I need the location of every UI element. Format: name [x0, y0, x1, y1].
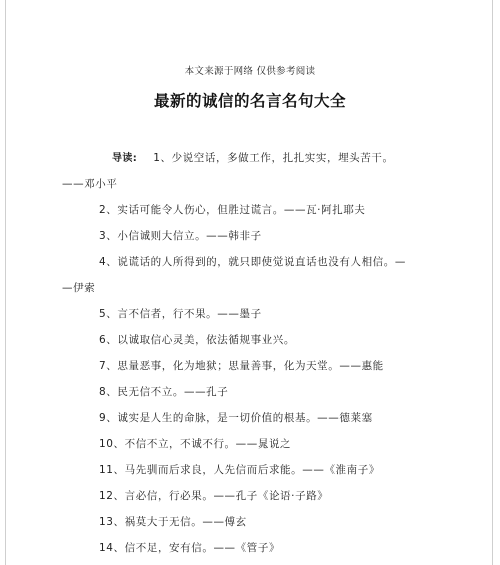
- document-title: 最新的诚信的名言名句大全: [153, 91, 346, 110]
- quote-3: 3、小信诚则大信立。——韩非子: [99, 230, 262, 242]
- quote-7: 7、思量恶事，化为地狱；思量善事，化为天堂。——惠能: [99, 360, 384, 372]
- quote-11: 11、马先驯而后求良，人先信而后求能。——《淮南子》: [99, 464, 380, 476]
- intro-label: 导读:: [112, 153, 138, 164]
- quote-14: 14、信不足，安有信。——《管子》: [99, 542, 281, 554]
- quote-12: 12、言必信，行必果。——孔子《论语·子路》: [99, 490, 329, 502]
- quote-8: 8、民无信不立。——孔子: [99, 386, 229, 398]
- quote-2: 2、实话可能令人伤心，但胜过谎言。——瓦·阿扎耶夫: [99, 204, 366, 216]
- quote-4-attribution: —伊索: [62, 282, 96, 294]
- quote-1-text: 1、少说空话，多做工作，扎扎实实，埋头苦干。: [153, 152, 394, 164]
- quote-1-attribution: ——邓小平: [62, 178, 118, 190]
- intro-line: [112, 151, 394, 166]
- quote-4: 4、说谎话的人所得到的，就只即使觉说直话也没有人相信。—: [99, 256, 406, 268]
- quote-9: 9、诚实是人生的命脉，是一切价值的根基。——德莱塞: [99, 412, 373, 424]
- quote-5: 5、言不信者，行不果。——墨子: [99, 308, 262, 320]
- source-note: 本文来源于网络 仅供参考阅读: [184, 66, 316, 77]
- quote-6: 6、以诚取信心灵美，依法循规事业兴。: [99, 334, 295, 346]
- quote-10: 10、不信不立，不诚不行。——晁说之: [99, 438, 292, 450]
- quote-13: 13、祸莫大于无信。——傅玄: [99, 516, 247, 528]
